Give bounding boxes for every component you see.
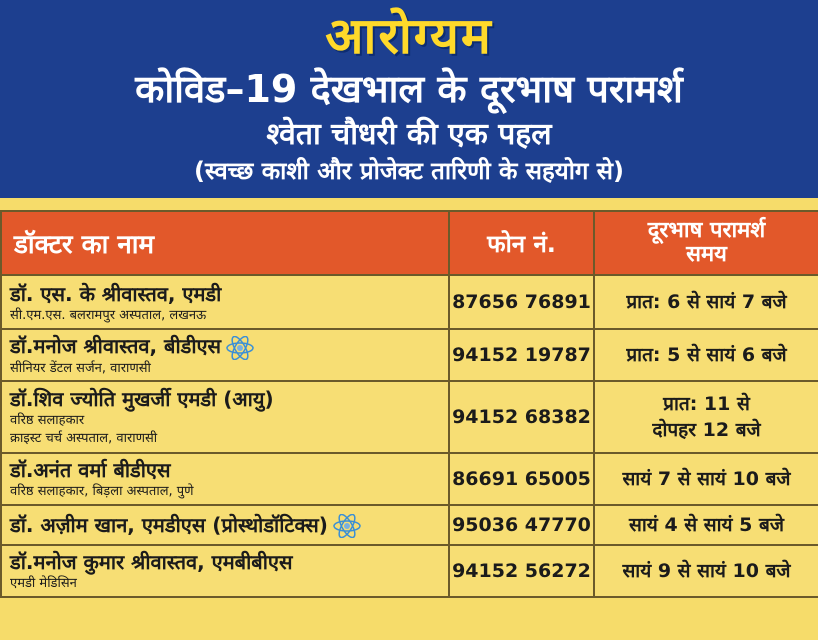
table-row	[1, 275, 818, 329]
doctor-cell	[1, 453, 449, 505]
consult-time	[594, 505, 818, 545]
consult-time	[594, 275, 818, 329]
doctor-name: डॉ. अज़ीम खान, एमडीएस (प्रोस्थोडॉटिक्स)	[10, 512, 328, 537]
table-row	[1, 329, 818, 381]
consult-time-line: सायं 7 से सायं 10 बजे	[622, 467, 791, 490]
phone-number: 95036 47770	[449, 505, 594, 545]
doctor-detail: सी.एम.एस. बलरामपुर अस्पताल, लखनऊ	[10, 307, 207, 323]
doctor-cell	[1, 329, 449, 381]
doctor-name: डॉ.अनंत वर्मा बीडीएस	[10, 458, 171, 482]
doctor-name: डॉ.मनोज कुमार श्रीवास्तव, एमबीबीएस	[10, 550, 293, 574]
column-header-time	[594, 211, 818, 275]
table-header-row	[1, 211, 818, 275]
consult-time	[594, 545, 818, 597]
doctor-name: डॉ.शिव ज्योति मुखर्जी एमडी (आयु)	[10, 387, 274, 411]
doctor-name-line	[10, 512, 442, 539]
column-header-time-line: समय	[686, 242, 727, 267]
table-row	[1, 505, 818, 545]
column-header-time-line: दूरभाष परामर्श	[647, 218, 766, 243]
table-row	[1, 453, 818, 505]
doctor-cell	[1, 381, 449, 453]
doctor-cell	[1, 505, 449, 545]
brand-title: आरोग्यम	[325, 7, 493, 65]
divider-strip	[0, 198, 818, 210]
doctor-table	[0, 210, 818, 598]
consult-time-line: प्रात: 6 से सायं 7 बजे	[626, 291, 787, 313]
phone-number: 94152 56272	[449, 545, 594, 597]
consult-time	[594, 453, 818, 505]
phone-number: 94152 19787	[449, 329, 594, 381]
phone-number: 94152 68382	[449, 381, 594, 453]
doctor-detail: वरिष्ठ सलाहकार	[10, 413, 85, 428]
column-header-doctor: डॉक्टर का नाम	[1, 211, 449, 275]
consult-time-line: प्रात: 5 से सायं 6 बजे	[626, 343, 787, 366]
doctor-name: डॉ.मनोज श्रीवास्तव, बीडीएस	[10, 334, 222, 358]
doctor-detail: एमडी मेडिसिन	[10, 576, 77, 591]
phone-number: 87656 76891	[449, 275, 594, 329]
doctor-cell	[1, 545, 449, 597]
doctor-detail: सीनियर डेंटल सर्जन, वाराणसी	[10, 360, 151, 376]
atom-icon	[225, 336, 255, 360]
poster-title: कोविड–19 देखभाल के दूरभाष परामर्श	[135, 67, 683, 111]
consult-time-line: प्रात: 11 से	[663, 392, 750, 415]
header-banner	[0, 0, 818, 198]
poster-subtitle: श्वेता चौधरी की एक पहल	[266, 117, 552, 152]
atom-icon	[332, 514, 362, 538]
doctor-detail: क्राइस्ट चर्च अस्पताल, वाराणसी	[10, 431, 158, 446]
doctor-detail: वरिष्ठ सलाहकार, बिड़ला अस्पताल, पुणे	[10, 484, 194, 499]
consult-time	[594, 329, 818, 381]
phone-number: 86691 65005	[449, 453, 594, 505]
doctor-name-line	[10, 333, 442, 360]
consult-time-line: सायं 9 से सायं 10 बजे	[622, 559, 791, 582]
consult-time-line: सायं 4 से सायं 5 बजे	[629, 513, 784, 536]
consult-time-line: दोपहर 12 बजे	[652, 418, 761, 441]
table-row	[1, 545, 818, 597]
doctor-name: डॉ. एस. के श्रीवास्तव, एमडी	[10, 281, 222, 306]
doctor-cell	[1, 275, 449, 329]
consult-time	[594, 381, 818, 453]
table-row	[1, 381, 818, 453]
column-header-phone: फोन नं.	[449, 211, 594, 275]
support-note: (स्वच्छ काशी और प्रोजेक्ट तारिणी के सहयोग से)	[194, 157, 624, 185]
